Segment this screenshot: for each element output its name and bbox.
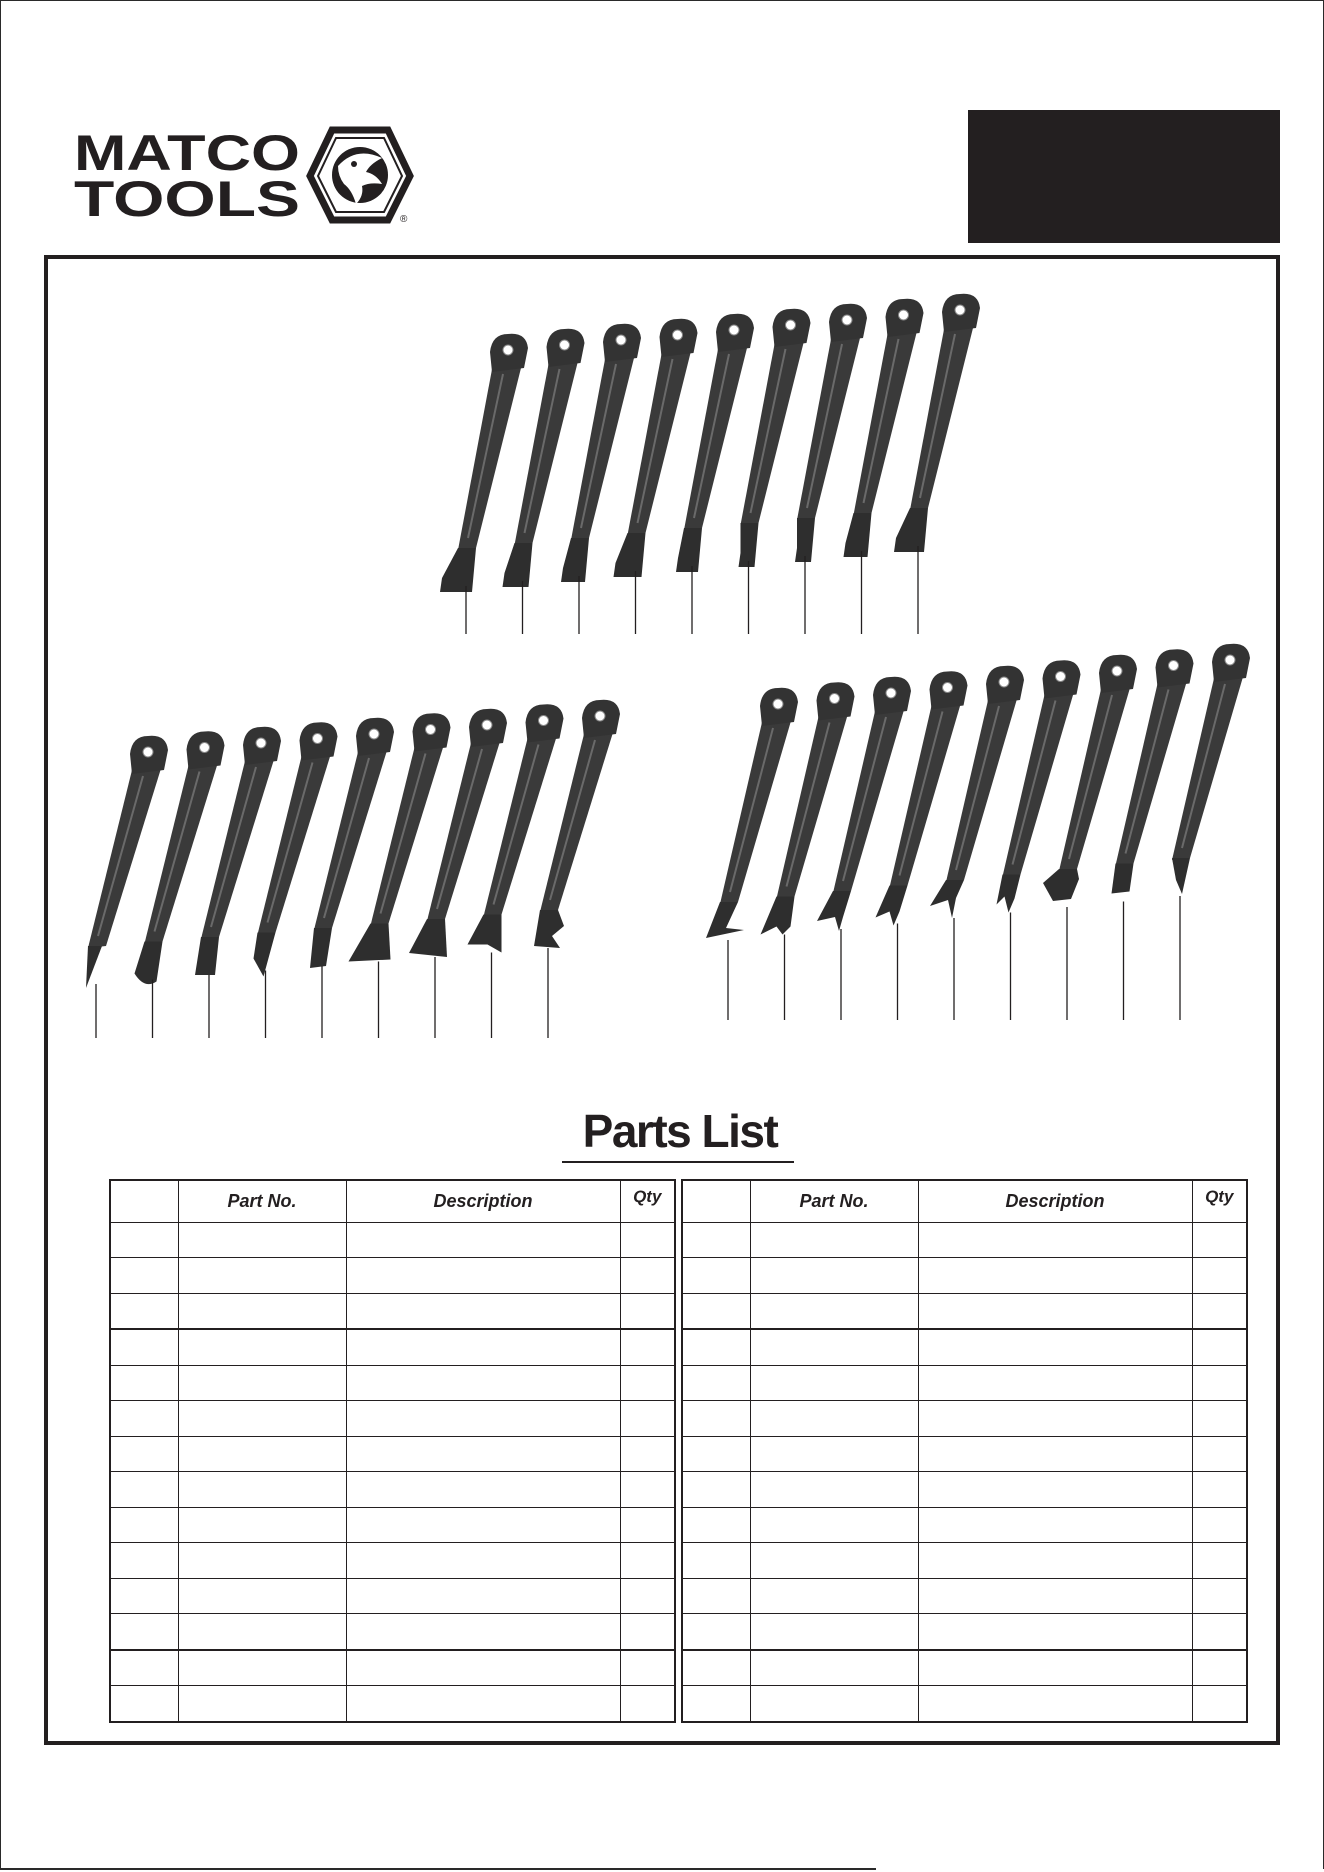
registered-mark: ®	[400, 214, 408, 224]
cell-number	[682, 1329, 750, 1365]
cell-part-no	[178, 1293, 346, 1329]
cell-part-no	[750, 1365, 918, 1401]
cell-description	[346, 1543, 620, 1579]
cell-description	[918, 1543, 1192, 1579]
cell-part-no	[178, 1543, 346, 1579]
cell-part-no	[750, 1329, 918, 1365]
cell-description	[918, 1472, 1192, 1508]
cell-description	[918, 1258, 1192, 1294]
cell-qty	[620, 1329, 675, 1365]
cell-qty	[620, 1222, 675, 1258]
table-row	[682, 1436, 1247, 1472]
cell-number	[110, 1222, 178, 1258]
cell-number	[682, 1365, 750, 1401]
cell-description	[346, 1686, 620, 1722]
col-part-no-header: Part No.	[178, 1180, 346, 1222]
cell-description	[346, 1507, 620, 1543]
cell-description	[346, 1365, 620, 1401]
cell-number	[682, 1436, 750, 1472]
cell-description	[346, 1614, 620, 1650]
cell-part-no	[750, 1650, 918, 1686]
table-row	[110, 1686, 675, 1722]
table-row	[110, 1507, 675, 1543]
cell-qty	[620, 1614, 675, 1650]
cell-qty	[620, 1258, 675, 1294]
cell-part-no	[178, 1436, 346, 1472]
cell-qty	[1192, 1401, 1247, 1437]
table-row	[682, 1614, 1247, 1650]
cell-number	[682, 1614, 750, 1650]
col-number-header	[110, 1180, 178, 1222]
cell-qty	[1192, 1686, 1247, 1722]
table-row	[682, 1578, 1247, 1614]
table-row	[110, 1222, 675, 1258]
cell-qty	[620, 1293, 675, 1329]
cell-number	[682, 1650, 750, 1686]
cell-part-no	[750, 1578, 918, 1614]
cell-qty	[620, 1686, 675, 1722]
table-row	[682, 1293, 1247, 1329]
cell-qty	[1192, 1614, 1247, 1650]
cell-number	[110, 1543, 178, 1579]
cell-qty	[1192, 1507, 1247, 1543]
brand-line1: MATCO	[74, 125, 300, 181]
cell-qty	[620, 1578, 675, 1614]
table-row	[110, 1650, 675, 1686]
cell-qty	[620, 1365, 675, 1401]
cell-qty	[620, 1401, 675, 1437]
table-row	[110, 1258, 675, 1294]
cell-part-no	[178, 1507, 346, 1543]
cell-part-no	[178, 1472, 346, 1508]
cell-part-no	[178, 1365, 346, 1401]
cell-description	[346, 1578, 620, 1614]
cell-description	[918, 1329, 1192, 1365]
cell-qty	[620, 1507, 675, 1543]
cell-number	[682, 1507, 750, 1543]
cell-part-no	[178, 1686, 346, 1722]
cell-description	[918, 1507, 1192, 1543]
cell-description	[346, 1472, 620, 1508]
col-number-header	[682, 1180, 750, 1222]
cell-part-no	[750, 1543, 918, 1579]
cell-number	[110, 1329, 178, 1365]
col-qty-header: Qty	[1192, 1180, 1247, 1222]
cell-description	[346, 1401, 620, 1437]
cell-part-no	[750, 1507, 918, 1543]
cell-number	[110, 1472, 178, 1508]
table-row	[110, 1578, 675, 1614]
cell-number	[682, 1543, 750, 1579]
cell-qty	[620, 1650, 675, 1686]
cell-qty	[1192, 1436, 1247, 1472]
col-part-no-header: Part No.	[750, 1180, 918, 1222]
cell-qty	[1192, 1329, 1247, 1365]
cell-description	[918, 1293, 1192, 1329]
cell-qty	[1192, 1222, 1247, 1258]
cell-part-no	[750, 1222, 918, 1258]
table-row	[682, 1222, 1247, 1258]
cell-number	[110, 1614, 178, 1650]
cell-number	[110, 1650, 178, 1686]
cell-part-no	[750, 1293, 918, 1329]
parts-table-right	[681, 1179, 1248, 1723]
cell-part-no	[750, 1472, 918, 1508]
cell-number	[110, 1507, 178, 1543]
cell-qty	[620, 1472, 675, 1508]
cell-part-no	[750, 1258, 918, 1294]
cell-number	[110, 1293, 178, 1329]
table-row	[110, 1365, 675, 1401]
footer-rule	[0, 1868, 876, 1870]
cell-description	[918, 1365, 1192, 1401]
cell-description	[918, 1650, 1192, 1686]
table-row	[682, 1365, 1247, 1401]
cell-qty	[620, 1436, 675, 1472]
cell-description	[918, 1614, 1192, 1650]
cell-description	[346, 1258, 620, 1294]
table-row	[110, 1543, 675, 1579]
cell-description	[346, 1436, 620, 1472]
cell-part-no	[178, 1614, 346, 1650]
cell-description	[346, 1222, 620, 1258]
brand-line2: TOOLS	[74, 171, 300, 224]
table-row	[682, 1650, 1247, 1686]
table-row	[110, 1614, 675, 1650]
cell-part-no	[750, 1686, 918, 1722]
parts-table-left	[109, 1179, 676, 1723]
table-row	[682, 1258, 1247, 1294]
parts-list-title: Parts List	[582, 1105, 778, 1157]
cell-part-no	[178, 1401, 346, 1437]
cell-qty	[1192, 1472, 1247, 1508]
cell-qty	[1192, 1293, 1247, 1329]
cell-number	[682, 1472, 750, 1508]
parts-list-title-underline	[562, 1161, 794, 1163]
cell-number	[682, 1578, 750, 1614]
cell-description	[346, 1329, 620, 1365]
table-row	[110, 1329, 675, 1365]
cell-number	[682, 1686, 750, 1722]
cell-part-no	[178, 1258, 346, 1294]
table-row	[682, 1686, 1247, 1722]
cell-number	[682, 1401, 750, 1437]
cell-number	[682, 1258, 750, 1294]
cell-qty	[1192, 1650, 1247, 1686]
cell-qty	[1192, 1578, 1247, 1614]
cell-qty	[1192, 1258, 1247, 1294]
cell-description	[346, 1650, 620, 1686]
cell-part-no	[178, 1222, 346, 1258]
cell-qty	[1192, 1543, 1247, 1579]
table-row	[110, 1472, 675, 1508]
table-row	[682, 1543, 1247, 1579]
cell-part-no	[178, 1578, 346, 1614]
cell-part-no	[750, 1436, 918, 1472]
cell-description	[918, 1436, 1192, 1472]
col-qty-header: Qty	[620, 1180, 675, 1222]
col-description-header: Description	[918, 1180, 1192, 1222]
cell-description	[918, 1401, 1192, 1437]
table-row	[110, 1436, 675, 1472]
table-row	[110, 1401, 675, 1437]
cell-qty	[1192, 1365, 1247, 1401]
cell-part-no	[750, 1614, 918, 1650]
table-row	[682, 1507, 1247, 1543]
cell-description	[346, 1293, 620, 1329]
cell-number	[682, 1222, 750, 1258]
cell-part-no	[178, 1650, 346, 1686]
table-row	[682, 1329, 1247, 1365]
cell-number	[110, 1258, 178, 1294]
cell-part-no	[178, 1329, 346, 1365]
cell-description	[918, 1686, 1192, 1722]
cell-number	[682, 1293, 750, 1329]
cell-number	[110, 1686, 178, 1722]
cell-number	[110, 1436, 178, 1472]
cell-qty	[620, 1543, 675, 1579]
col-description-header: Description	[346, 1180, 620, 1222]
table-row	[682, 1472, 1247, 1508]
cell-description	[918, 1222, 1192, 1258]
table-row	[110, 1293, 675, 1329]
cell-part-no	[750, 1401, 918, 1437]
cell-number	[110, 1578, 178, 1614]
cell-number	[110, 1365, 178, 1401]
cell-number	[110, 1401, 178, 1437]
cell-description	[918, 1578, 1192, 1614]
table-row	[682, 1401, 1247, 1437]
